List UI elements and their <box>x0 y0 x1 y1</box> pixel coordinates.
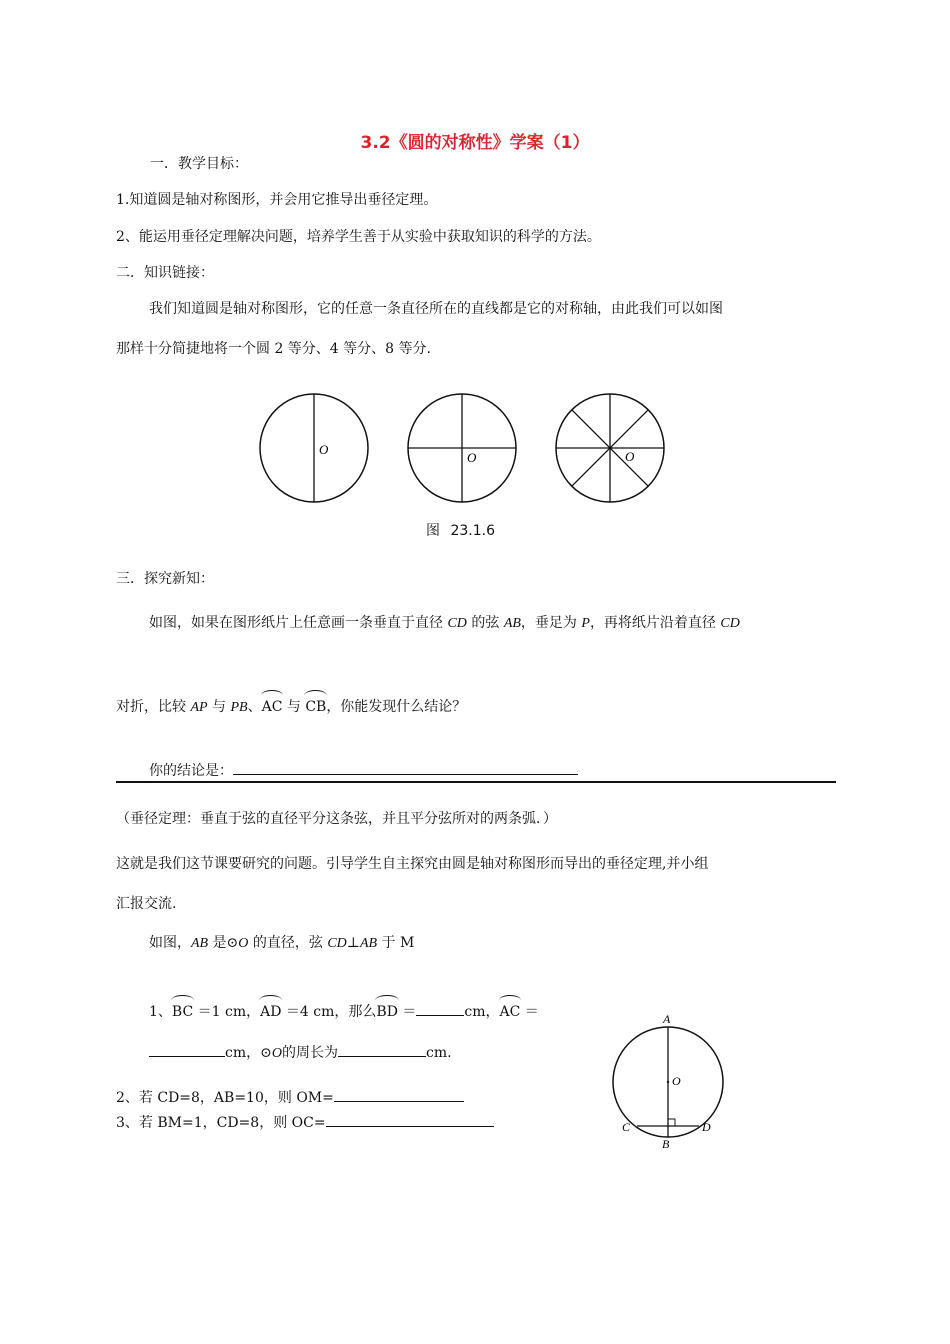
q-text: 与 <box>282 699 306 715</box>
p1-text: cm，⊙ <box>225 1045 272 1061</box>
circle-division-figure <box>250 390 670 515</box>
intro-line2: 汇报交流. <box>116 896 177 912</box>
ex-var: O <box>238 936 249 951</box>
q-var: AB <box>503 616 521 631</box>
arc-cb: CB <box>305 699 327 715</box>
problem-1-line1 <box>149 1001 539 1021</box>
section2-heading: 二．知识链接： <box>116 265 214 281</box>
label-a: A <box>663 1012 671 1026</box>
p3-text: 3、若 BM=1，CD=8，则 OC= <box>116 1115 326 1131</box>
arc-ac: AC <box>261 699 283 715</box>
circle-eighths <box>556 394 664 502</box>
ex-var: CD <box>327 936 347 951</box>
goal-2: 2、能运用垂径定理解决问题，培养学生善于从实验中获取知识的科学的方法。 <box>116 229 601 245</box>
ex-text: 如图， <box>149 935 191 951</box>
circle-halves <box>260 394 368 502</box>
label-o: O <box>672 1074 681 1088</box>
circle-label-o: O <box>319 442 329 457</box>
caption-char: 图 <box>426 523 440 539</box>
p1-text: 的周长为 <box>281 1045 338 1061</box>
ex-text: 的直径，弦 <box>248 935 328 951</box>
q-text: ，你能发现什么结论？ <box>326 699 467 715</box>
q-text: ，再将纸片沿着直径 <box>589 615 721 631</box>
circle-label-o: O <box>625 449 635 464</box>
q-var: CD <box>720 616 740 631</box>
arc-ac: AC <box>499 1004 521 1020</box>
theorem-note: （垂径定理：垂直于弦的直径平分这条弦，并且平分弦所对的两条弧．） <box>116 811 557 827</box>
q-text: 与 <box>207 699 231 715</box>
chord-diameter-figure <box>605 1005 735 1155</box>
goal-1: 1.知道圆是轴对称图形，并会用它推导出垂径定理。 <box>116 192 438 208</box>
p1-text: 1、 <box>149 1004 172 1020</box>
ex-var: AB <box>191 936 209 951</box>
q-var: PB <box>230 700 248 715</box>
q-var: AP <box>190 700 208 715</box>
conclusion-input[interactable] <box>233 760 578 775</box>
q-var: CD <box>447 616 467 631</box>
answer-oc-input[interactable] <box>326 1112 494 1127</box>
circle-quarters <box>408 394 516 502</box>
conclusion-row <box>149 760 578 780</box>
section2-para-line1: 我们知道圆是轴对称图形，它的任意一条直径所在的直线都是它的对称轴，由此我们可以如图 <box>149 301 723 317</box>
ex-var: AB <box>359 936 378 951</box>
label-b: B <box>662 1137 670 1151</box>
intro-line1: 这就是我们这节课要研究的问题。引导学生自主探究由圆是轴对称图形而导出的垂径定理,并小组 <box>116 856 709 872</box>
q-text: ，垂足为 <box>520 615 582 631</box>
answer-ac-input[interactable] <box>149 1042 225 1057</box>
example-statement <box>149 932 414 952</box>
p1-text: cm， <box>464 1004 500 1020</box>
p1-text: ＝4 cm，那么 <box>281 1004 377 1020</box>
p1-text: cm. <box>425 1045 452 1061</box>
ex-text: ⊥ <box>346 935 360 951</box>
caption-number: 23.1.6 <box>450 523 495 539</box>
section1-heading: 一．教学目标： <box>150 156 248 172</box>
answer-bd-input[interactable] <box>416 1001 464 1016</box>
question-line2 <box>116 696 466 716</box>
problem-3 <box>116 1112 494 1132</box>
page-title: 3.2《圆的对称性》学案（1） <box>360 133 590 153</box>
q-text: 如图，如果在图形纸片上任意画一条垂直于直径 <box>149 615 448 631</box>
problem-1-line2 <box>149 1042 452 1062</box>
p1-text: ＝ <box>397 1004 417 1020</box>
section-divider <box>116 781 836 783</box>
label-c: C <box>622 1120 631 1134</box>
p1-var: O <box>271 1046 282 1061</box>
q-text: 、 <box>247 699 262 715</box>
q-text: 对折，比较 <box>116 699 191 715</box>
arc-bd: BD <box>376 1004 398 1020</box>
q-text: 的弦 <box>466 615 504 631</box>
p1-text: ＝ <box>520 1004 539 1020</box>
section3-heading: 三．探究新知： <box>116 571 214 587</box>
q-var: P <box>581 616 590 631</box>
arc-bc: BC <box>171 1004 194 1020</box>
label-d: D <box>702 1120 711 1134</box>
ex-text: 于 M <box>377 935 415 951</box>
figure-caption <box>426 520 495 540</box>
p1-text: ＝1 cm， <box>193 1004 261 1020</box>
problem-2 <box>116 1087 464 1107</box>
arc-ad: AD <box>260 1004 282 1020</box>
answer-perimeter-input[interactable] <box>338 1042 426 1057</box>
question-line1 <box>149 612 740 632</box>
conclusion-label: 你的结论是： <box>149 763 233 779</box>
section2-para-line2: 那样十分简捷地将一个圆 2 等分、4 等分、8 等分. <box>116 341 431 357</box>
circle-label-o: O <box>467 450 477 465</box>
answer-om-input[interactable] <box>334 1087 464 1102</box>
p2-text: 2、若 CD=8，AB=10，则 OM= <box>116 1090 334 1106</box>
ex-text: 是⊙ <box>208 935 239 951</box>
